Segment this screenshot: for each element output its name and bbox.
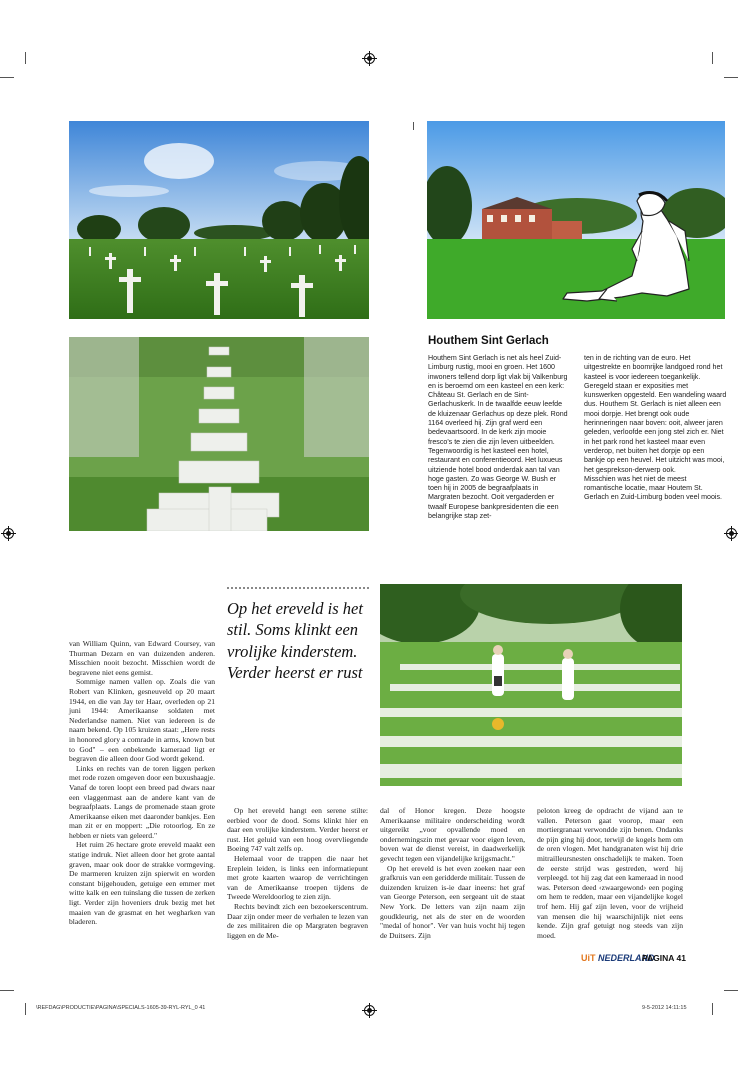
crop-mark — [724, 990, 738, 991]
crop-mark — [25, 52, 26, 64]
cemetery-field-photo — [69, 121, 369, 319]
article-column-middle — [227, 806, 368, 940]
article-column-left — [69, 639, 215, 927]
dotted-divider — [227, 587, 369, 589]
paragraph: van William Quinn, van Edward Coursey, van Thurman Dezarn en van duizenden anderen. Misschien nooit bezocht. Misschien wordt de begravene niet eens gemist. — [69, 639, 215, 677]
section-title: Houthem Sint Gerlach — [428, 335, 549, 347]
paragraph: Rechts bevindt zich een bezoekerscentrum. Daar zijn onder meer de verhalen te lezen van de zes militairen die op Margraten begraven liggen en de Me- — [227, 901, 368, 940]
registration-mark-icon — [364, 1005, 375, 1016]
paragraph: ten in de richting van de euro. Het uitgestrekte en boomrijke landgoed rond het kasteel is voor iedereen toegankelijk. Geregeld staan er exposities met kunswerken opgesteld. Een wandeling waard dus. Houthem St. Gerlach is niet alleen een mooi dorpje. Het brengt ook oude herinneringen naar boven: ooit, alweer jaren geleden, verloofde een jong stel zich er. Niet in het park rond het kasteel maar even verderop, net buiten het dorpje op een bankje op een heuvel. Het uitzicht was mooi, het gesprekson-derwerp ook. — [584, 354, 727, 474]
article-column-right — [380, 806, 525, 940]
paragraph: Op het ereveld hangt een serene stilte: eerbied voor de dood. Soms klinkt hier en daar een vrolijke kinderstem. Verder heerst er rust. Het geluid van een hoog overvliegende Boeing 747 valt zelfs op. — [227, 806, 368, 854]
page-number: PAGINA 41 — [642, 953, 686, 963]
slug-line-right: 9-5-2012 14:11:15 — [642, 1005, 687, 1011]
castle-illustration-photo — [427, 121, 725, 319]
houthem-column-1 — [428, 354, 571, 521]
crop-mark — [413, 122, 414, 130]
pull-quote: Op het ereveld is het stil. Soms klinkt een vrolijke kinderstem. Verder heerst er rust — [227, 599, 363, 682]
registration-mark-icon — [364, 53, 375, 64]
crop-mark — [0, 990, 14, 991]
article-column-far-right — [537, 806, 683, 940]
brand-nederland: NEDERLAND — [598, 953, 655, 963]
paragraph: Sommige namen vallen op. Zoals die van Robert van Klinken, gesneuveld op 20 maart 1944, en die van Jay ter Haar, overleden op 21 juni 1944: Amerikaanse soldaten met Nederlandse namen. Niet van iedereen is de naam bekend. Op 105 kruizen staat: „Here rests in honored glory a comrade in arms, known but to God" – een onbekende kameraad ligt er begraven die alleen door God wordt gekend. — [69, 677, 215, 764]
row-of-crosses-photo — [69, 337, 369, 531]
paragraph: Houthem Sint Gerlach is net als heel Zuid-Limburg rustig, mooi en groen. Het 1600 inwoners tellend dorp ligt vlak bij Valkenburg en is beroemd om een kasteel en een kerk: Château St. Gerlach en de Sint-Gerlachuskerk. In de twaalfde eeuw leefde de kluizenaar Gerlachus op deze plek. Rond 1164 overleed hij. Zijn graf werd een bedevaartsoord. In de kerk zijn mooie fresco's te zien die zijn leven uitbeelden. Tegenwoordig is het kasteel een hotel, restaurant en conferentieoord. Het luxueus uitziende hotel bood onderdak aan tal van hoge gasten. Zo was George W. Bush er toen hij in 2005 de begraafplaats in Margraten bezocht. Ooit vergaderden er twaalf Europese bankpresidenten die een belangrijke stap zet- — [428, 354, 568, 521]
visitors-cemetery-photo — [380, 584, 682, 786]
paragraph: dal of Honor kregen. Deze hoogste Amerikaanse militaire onderscheiding wordt uitgereikt „voor opvallende moed en ondernemingszin met gevaar voor eigen leven, boven wat de dienst vereist, in daadwerkelijk gevecht tegen een vijandelijke krijgsmacht." — [380, 806, 525, 863]
paragraph: Links en rechts van de toren liggen perken met rode rozen omgeven door een buxushaagje. Vanaf de toren loopt een breed pad dwars naar een vlaggenmast aan de andere kant van de begraafplaats. Langs de promenade staan grote Amerikaanse eiken met daaronder bankjes. Een man zit er en moppert: „Die rotoorlog. En ze hebben er niets van geleerd." — [69, 763, 215, 840]
crop-mark — [712, 52, 713, 64]
crop-mark — [724, 77, 738, 78]
slug-line-left: \REFDAG\PRODUCTIE\PAGINA\SPECIALS-1605-39-RYL-RYL_0 41 — [36, 1005, 206, 1011]
brand-uit: UiT — [581, 953, 596, 963]
paragraph: Op het ereveld is het even zoeken naar een grafkruis van een geridderde militair. Tussen de duizenden kruizen is-ie daar ineens: het graf van George Peterson, een sergeant uit de staat New York. De letters van zijn naam zijn goudkleurig, net als de ster en de woorden "medal of honor". Ver van huis vocht hij tegen de Duitsers. Zijn — [380, 863, 525, 940]
registration-mark-icon — [3, 528, 14, 539]
paragraph: Het ruim 26 hectare grote ereveld maakt een statige indruk. Niet alleen door het grote aantal graven, maar ook door de strakke vormgeving. De marmeren kruizen zijn spierwit en worden constant bijgehouden, getuige een emmer met witte kalk en een tuinslang die tussen de zerken ligt. Verder zijn hoveniers druk bezig met het maaien van de grasmat en het wegharken van bladeren. — [69, 840, 215, 927]
crop-mark — [712, 1003, 713, 1015]
paragraph: peloton kreeg de opdracht de vijand aan te vallen. Peterson gaat voorop, maar een mortiergranaat verwondde zijn benen. Ondanks de pijn ging hij door, terwijl de kogels hem om de oren vlogen. Met handgranaten wist hij drie mitrailleursnesten onschadelijk te maken. Toen de eerste strijd was gestreden, werd hij verpleegd. tot hij zag dat een kameraad in nood was. Peterson deed ‹zwaargewond› een poging om hem te redden, maar een vijandelijke kogel trof hem. Hij gaf zijn leven, voor de vrijheid van mensen die hij waarschijnlijk niet eens kende. Zijn graf getuigt nog steeds van zijn moed. — [537, 806, 683, 940]
registration-mark-icon — [726, 528, 737, 539]
paragraph: Misschien was het niet de meest romantische locatie, maar Houtem St. Gerlach en Zuid-Limburg boden veel moois. — [584, 474, 723, 502]
crop-mark — [25, 1003, 26, 1015]
paragraph: Helemaal voor de trappen die naar het Ereplein leiden, is links een informatiepunt met grote kaarten waarop de verrichtingen van de Amerikaanse troepen tijdens de Tweede Wereldoorlog te zien zijn. — [227, 853, 368, 902]
crop-mark — [0, 77, 14, 78]
houthem-column-2 — [584, 354, 727, 503]
